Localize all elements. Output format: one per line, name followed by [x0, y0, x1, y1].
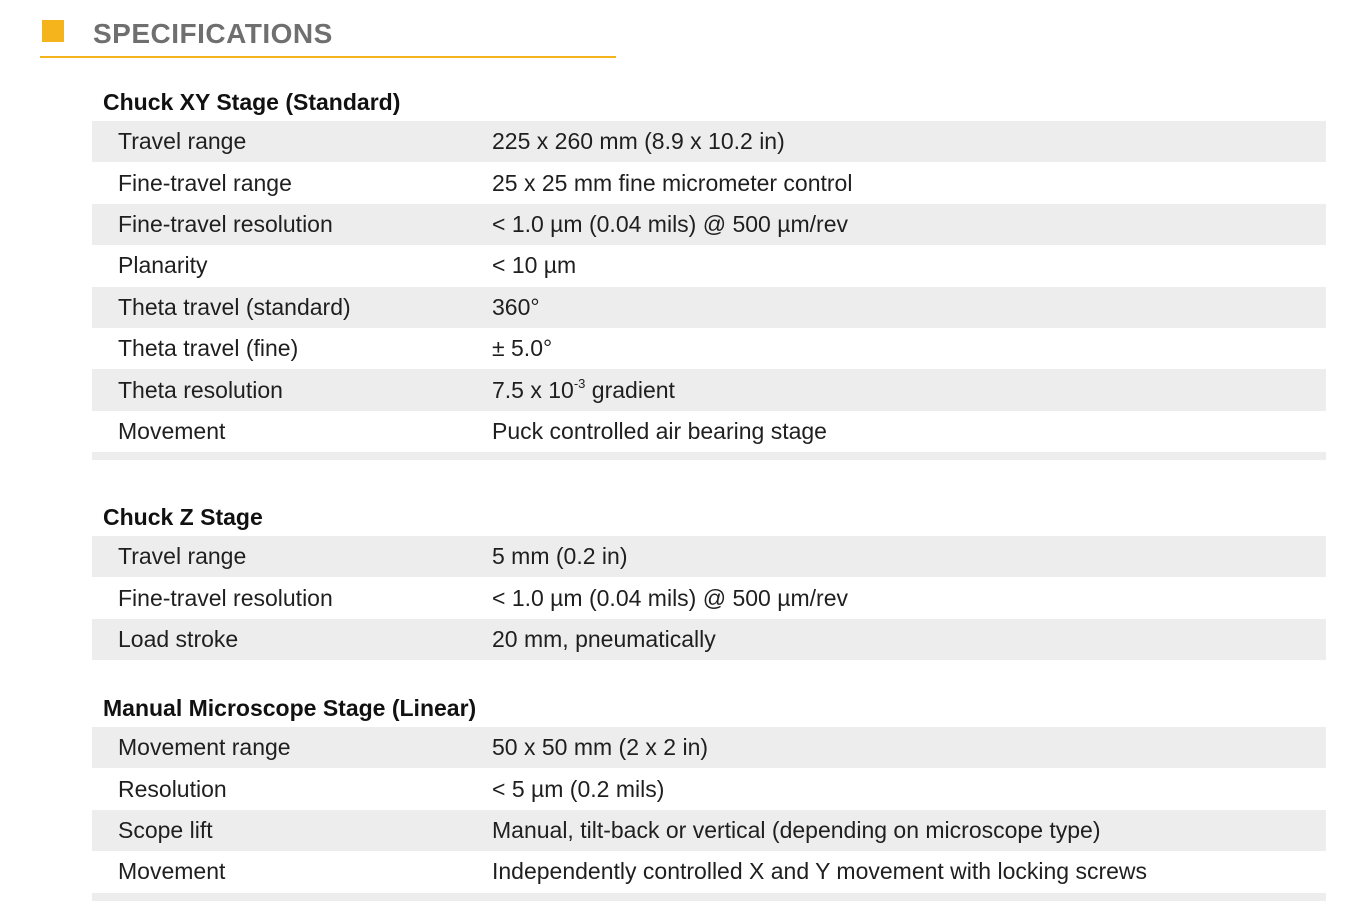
spec-row — [92, 411, 1326, 452]
spec-row — [92, 121, 1326, 162]
spec-label: Travel range — [118, 543, 247, 570]
spec-row — [92, 245, 1326, 286]
spec-label: Fine-travel range — [118, 169, 292, 196]
spec-table — [92, 121, 1326, 460]
spec-value — [492, 377, 675, 404]
spec-row — [92, 768, 1326, 809]
spec-value: 50 x 50 mm (2 x 2 in) — [492, 734, 709, 761]
spec-value: < 1.0 µm (0.04 mils) @ 500 µm/rev — [492, 210, 848, 237]
header-accent-square — [42, 20, 64, 42]
spec-row — [92, 851, 1326, 892]
spec-label: Theta travel (standard) — [118, 293, 351, 320]
spec-value: < 5 µm (0.2 mils) — [492, 775, 665, 802]
spec-row — [92, 619, 1326, 660]
spec-row — [92, 369, 1326, 410]
spec-label: Load stroke — [118, 625, 239, 652]
spec-row — [92, 162, 1326, 203]
spec-section-manual-microscope-stage — [92, 689, 1326, 901]
spec-value: 225 x 260 mm (8.9 x 10.2 in) — [492, 128, 785, 155]
spec-row — [92, 536, 1326, 577]
spec-value: 360° — [492, 293, 540, 320]
spec-value-suffix: gradient — [585, 376, 675, 403]
spec-label: Fine-travel resolution — [118, 584, 333, 611]
spec-value-base: 7.5 x 10 — [492, 376, 574, 403]
spec-table — [92, 727, 1326, 901]
spec-value: 25 x 25 mm fine micrometer control — [492, 169, 853, 196]
spec-row — [92, 810, 1326, 851]
spec-value-exponent: -3 — [573, 375, 586, 391]
spec-table — [92, 536, 1326, 660]
spec-label: Fine-travel resolution — [118, 210, 333, 237]
spec-row — [92, 577, 1326, 618]
spec-row — [92, 328, 1326, 369]
spec-section-chuck-xy-stage — [92, 83, 1326, 460]
spec-value: < 1.0 µm (0.04 mils) @ 500 µm/rev — [492, 584, 848, 611]
spec-value: Manual, tilt-back or vertical (depending on microscope type) — [492, 816, 1101, 843]
spec-label: Movement — [118, 858, 226, 885]
spec-value: ± 5.0° — [492, 335, 553, 362]
page-title: SPECIFICATIONS — [93, 18, 333, 49]
spec-section-chuck-z-stage — [92, 498, 1326, 660]
spec-value: Puck controlled air bearing stage — [492, 417, 827, 444]
spec-value: 20 mm, pneumatically — [492, 625, 716, 652]
spec-row — [92, 287, 1326, 328]
spec-label: Movement — [118, 417, 226, 444]
section-title: Manual Microscope Stage (Linear) — [103, 695, 477, 721]
spec-value: < 10 µm — [492, 252, 577, 279]
spec-row — [92, 204, 1326, 245]
spec-label: Planarity — [118, 252, 208, 279]
section-title: Chuck Z Stage — [103, 504, 263, 530]
spec-row — [92, 727, 1326, 768]
spec-label: Travel range — [118, 128, 247, 155]
spec-value: Independently controlled X and Y movement with locking screws — [492, 858, 1148, 885]
specifications-header — [40, 14, 616, 58]
spec-label: Theta resolution — [118, 376, 283, 403]
section-title: Chuck XY Stage (Standard) — [103, 89, 401, 115]
spec-value: 5 mm (0.2 in) — [492, 543, 628, 570]
spec-label: Movement range — [118, 734, 291, 761]
spec-label: Theta travel (fine) — [118, 335, 299, 362]
spec-label: Scope lift — [118, 816, 213, 843]
spec-label: Resolution — [118, 775, 227, 802]
